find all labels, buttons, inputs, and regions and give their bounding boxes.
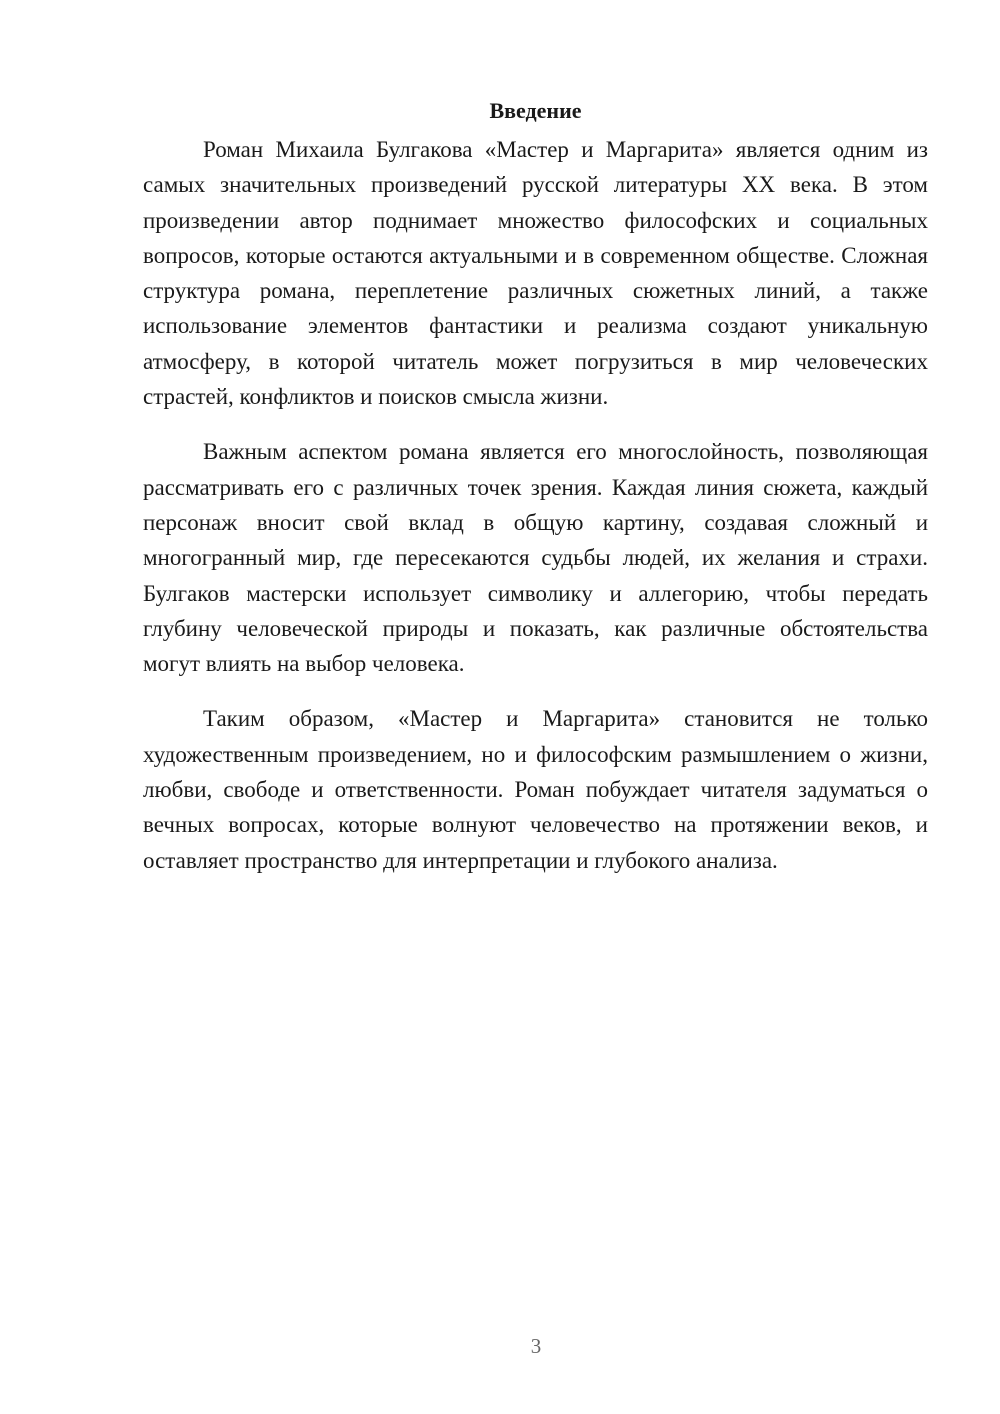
paragraph-3: Таким образом, «Мастер и Маргарита» становится не только художественным произведением, но и философским размышлением о жизни, любви, свободе и ответственности. Роман побуждает читателя задуматься о вечных вопросах, которые волнуют человечество на протяжении веков, и оставляет пространство для интерпретации и глубокого анализа. xyxy=(143,706,928,873)
page-content xyxy=(143,96,928,898)
paragraph-1: Роман Михаила Булгакова «Мастер и Маргарита» является одним из самых значительных произведений русской литературы XX века. В этом произведении автор поднимает множество философских и социальных вопросов, которые остаются актуальными и в современном обществе. Сложная структура романа, переплетение различных сюжетных линий, а также использование элементов фантастики и реализма создают уникальную атмосферу, в которой читатель может погрузиться в мир человеческих страстей, конфликтов и поисков смысла жизни. xyxy=(143,137,928,410)
paragraph-2: Важным аспектом романа является его многослойность, позволяющая рассматривать его с различных точек зрения. Каждая линия сюжета, каждый персонаж вносит свой вклад в общую картину, создавая сложный и многогранный мир, где пересекаются судьбы людей, их желания и страхи. Булгаков мастерски использует символику и аллегорию, чтобы передать глубину человеческой природы и показать, как различные обстоятельства могут влиять на выбор человека. xyxy=(143,439,928,677)
section-heading: Введение xyxy=(489,98,582,123)
page-number: 3 xyxy=(530,1334,542,1358)
